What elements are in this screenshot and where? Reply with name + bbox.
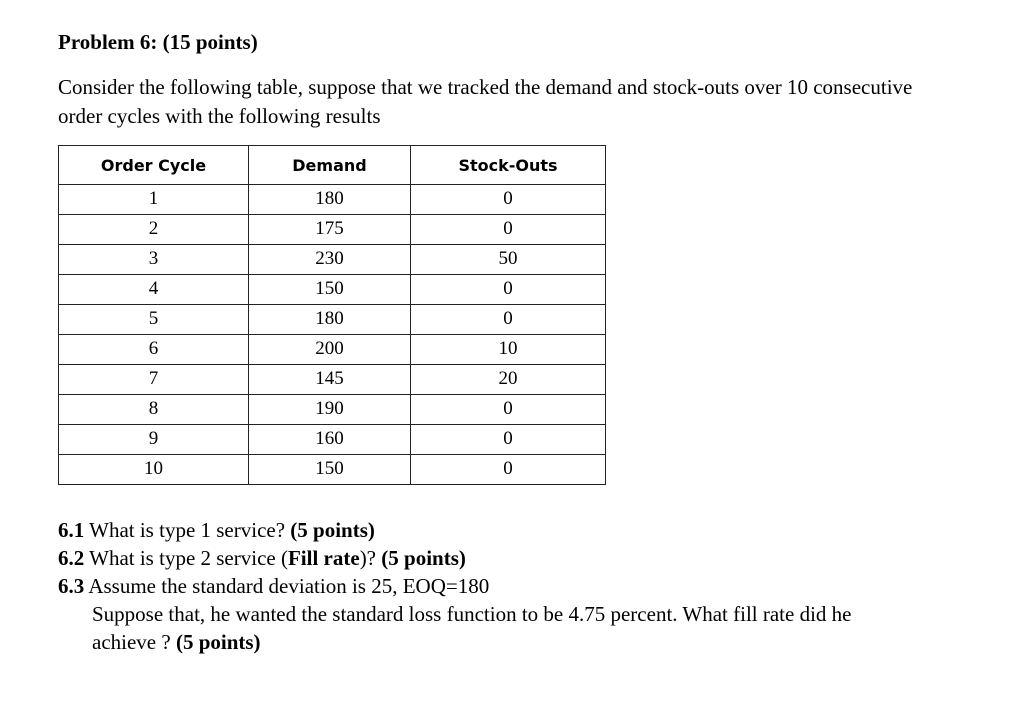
- problem-intro: Consider the following table, suppose that we tracked the demand and stock-outs over 10 consecutive order cycles with the following results: [58, 75, 913, 128]
- cell-order-cycle: 8: [59, 395, 249, 425]
- question-text-end: )?: [359, 546, 382, 570]
- cell-order-cycle: 10: [59, 455, 249, 485]
- cell-demand: 145: [249, 365, 411, 395]
- question-6-2: [58, 544, 988, 572]
- cell-stock-outs: 0: [411, 455, 606, 485]
- question-6-3-ending: [58, 628, 988, 656]
- cell-demand: 150: [249, 455, 411, 485]
- cell-order-cycle: 1: [59, 185, 249, 215]
- table-row: [59, 305, 606, 335]
- data-table: [58, 145, 606, 485]
- question-number: 6.3: [58, 574, 85, 598]
- cell-demand: 200: [249, 335, 411, 365]
- question-text: achieve ?: [92, 630, 176, 654]
- table-row: [59, 365, 606, 395]
- cell-stock-outs: 0: [411, 215, 606, 245]
- fill-rate-term: Fill rate: [287, 546, 360, 570]
- cell-order-cycle: 4: [59, 275, 249, 305]
- table-row: [59, 275, 606, 305]
- header-order-cycle: Order Cycle: [59, 146, 249, 185]
- cell-stock-outs: 10: [411, 335, 606, 365]
- cell-demand: 180: [249, 305, 411, 335]
- cell-order-cycle: 9: [59, 425, 249, 455]
- cell-order-cycle: 3: [59, 245, 249, 275]
- cell-stock-outs: 0: [411, 185, 606, 215]
- question-points: (5 points): [290, 518, 375, 542]
- cell-order-cycle: 5: [59, 305, 249, 335]
- question-points: (5 points): [175, 630, 261, 654]
- question-6-3-detail: Suppose that, he wanted the standard loss function to be 4.75 percent. What fill rate did he: [92, 602, 852, 626]
- questions-section: [58, 516, 988, 656]
- cell-stock-outs: 0: [411, 395, 606, 425]
- question-number: 6.2: [58, 546, 85, 570]
- question-text: Assume the standard deviation is 25, EOQ=180: [84, 574, 490, 598]
- question-number: 6.1: [58, 518, 85, 542]
- cell-order-cycle: 6: [59, 335, 249, 365]
- question-points: (5 points): [381, 546, 466, 570]
- header-demand: Demand: [249, 146, 411, 185]
- cell-demand: 190: [249, 395, 411, 425]
- table-row: [59, 245, 606, 275]
- cell-demand: 160: [249, 425, 411, 455]
- cell-stock-outs: 50: [411, 245, 606, 275]
- problem-title: Problem 6: (15 points): [58, 30, 258, 54]
- question-6-3: [58, 572, 988, 600]
- question-6-1: [58, 516, 988, 544]
- cell-demand: 150: [249, 275, 411, 305]
- cell-stock-outs: 20: [411, 365, 606, 395]
- cell-stock-outs: 0: [411, 425, 606, 455]
- table-row: [59, 395, 606, 425]
- table-row: [59, 335, 606, 365]
- header-stock-outs: Stock-Outs: [411, 146, 606, 185]
- cell-demand: 180: [249, 185, 411, 215]
- cell-stock-outs: 0: [411, 275, 606, 305]
- cell-demand: 230: [249, 245, 411, 275]
- table-row: [59, 425, 606, 455]
- table-row: [59, 215, 606, 245]
- cell-order-cycle: 7: [59, 365, 249, 395]
- table-row: [59, 185, 606, 215]
- question-text: What is type 1 service?: [84, 518, 291, 542]
- question-text: What is type 2 service (: [84, 546, 288, 570]
- cell-demand: 175: [249, 215, 411, 245]
- cell-order-cycle: 2: [59, 215, 249, 245]
- table-row: [59, 455, 606, 485]
- cell-stock-outs: 0: [411, 305, 606, 335]
- table-header-row: [59, 146, 606, 185]
